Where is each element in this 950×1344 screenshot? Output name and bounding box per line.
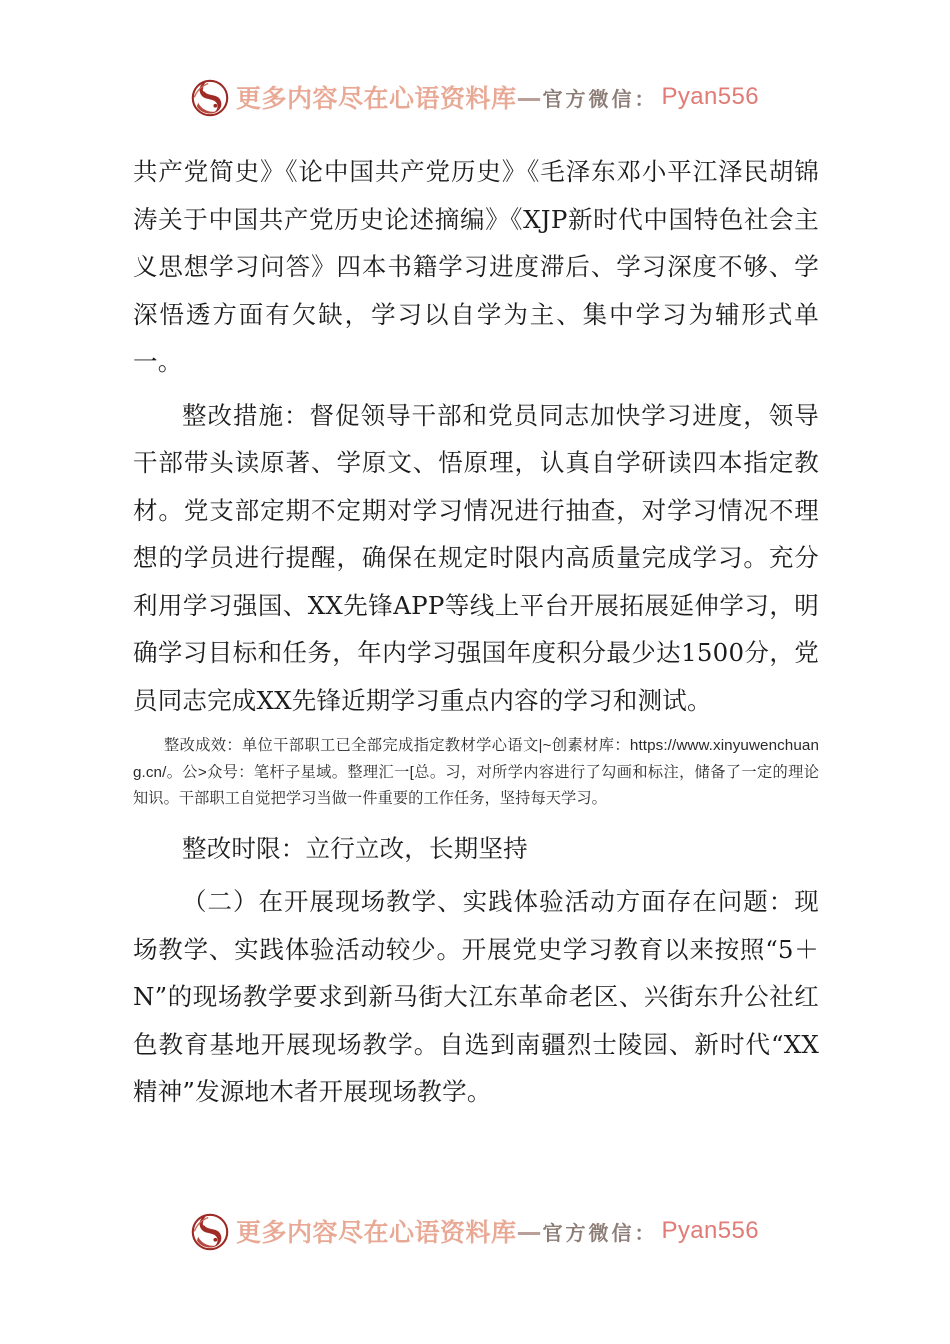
watermark-banner-top [0,78,950,116]
document-body [133,148,819,1116]
paragraph-rectification-deadline: 整改时限：立行立改，长期坚持 [182,833,528,863]
watermark-main-text: 更多内容尽在心语资料库 [235,1218,517,1247]
swirl-fish-logo-icon [191,79,229,117]
watermark-account-id: Pyan556 [661,83,760,110]
swirl-fish-logo-icon [191,1213,229,1251]
watermark-sub-text: 官方微信： [542,86,658,111]
watermark-sub-text: 官方微信： [542,1220,658,1245]
paragraph-problem-continued: 共产党简史》《论中国共产党历史》《毛泽东邓小平江泽民胡锦涛关于中国共产党历史论述摘编》《XJP新时代中国特色社会主义思想学习问答》四本书籍学习进度滞后、学习深度不够、学深悟透方面有欠缺，学习以自学为主、集中学习为辅形式单一。 [133,157,819,376]
paragraph-spacer [133,813,819,825]
paragraph-rectification-measures: 整改措施：督促领导干部和党员同志加快学习进度，领导干部带头读原著、学原文、悟原理，认真自学研读四本指定教材。党支部定期不定期对学习情况进行抽查，对学习情况不理想的学员进行提醒，确保在规定时限内高质量完成学习。充分利用学习强国、XX先锋APP等线上平台开展拓展延伸学习，明确学习目标和任务，年内学习强国年度积分最少达1500分，党员同志完成XX先锋近期学习重点内容的学习和测试。 [133,400,819,715]
paragraph-spacer [133,724,819,733]
watermark-main-text: 更多内容尽在心语资料库 [235,84,517,113]
paragraph-section-two: （二）在开展现场教学、实践体验活动方面存在问题：现场教学、实践体验活动较少。开展党史学习教育以来按照“5＋N”的现场教学要求到新马街大江东革命老区、兴街东升公社红色教育基地开展现场教学。自选到南疆烈士陵园、新时代“XX精神”发源地木者开展现场教学。 [133,887,819,1106]
watermark-account-id: Pyan556 [661,1217,760,1244]
paragraph-rectification-effect: 整改成效：单位干部职工已全部完成指定教材学心语文|~创素材库：https://www.xinyuwenchuang.cn/。公>众号：笔杆子星域。整理汇一[总。习，对所学内容进行了勾画和标注，储备了一定的理论知识。干部职工自觉把学习当做一件重要的工作任务，坚持每天学习。 [133,737,819,807]
watermark-banner-bottom [0,1212,950,1250]
watermark-dash: — [516,82,542,112]
watermark-dash: — [516,1216,542,1246]
